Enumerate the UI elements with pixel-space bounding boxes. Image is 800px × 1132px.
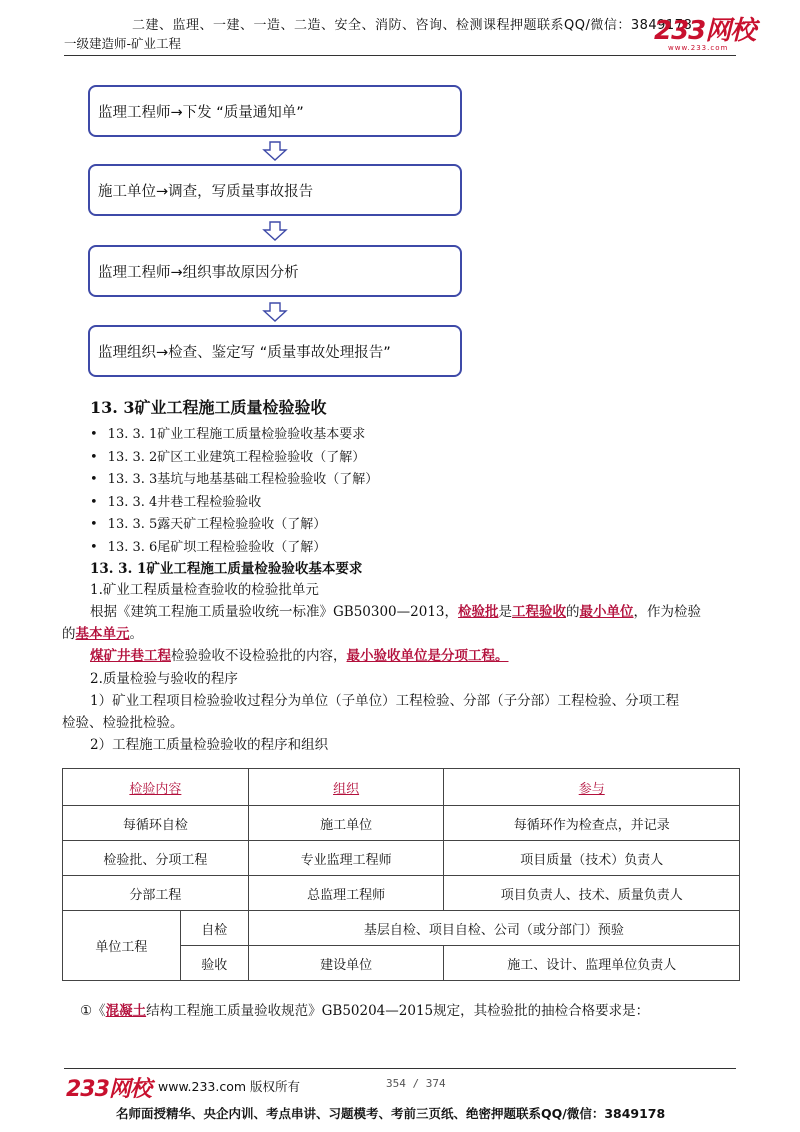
table-cell: 专业监理工程师	[248, 841, 444, 876]
page-number: 354 / 374	[386, 1077, 446, 1090]
text: 结构工程施工质量验收规范》GB50204—2015规定，其检验批的抽检合格要求是：	[146, 1003, 650, 1019]
table-cell: 每循环作为检查点，并记录	[444, 806, 740, 841]
paragraph	[90, 601, 701, 623]
list-item: • 13. 3. 1矿业工程施工质量检验验收基本要求	[90, 424, 378, 447]
down-arrow-icon	[262, 221, 288, 241]
table-row	[63, 806, 740, 841]
list-item: • 13. 3. 6尾矿坝工程检验验收（了解）	[90, 537, 378, 560]
table-header-cell: 参与	[444, 769, 740, 806]
highlight-term: 工程验收	[512, 604, 567, 620]
paragraph	[62, 623, 143, 645]
section-bullet-list	[90, 424, 378, 559]
text: 的	[566, 604, 580, 620]
text: 的	[62, 626, 76, 642]
paragraph: 2）工程施工质量检验验收的程序和组织	[90, 737, 329, 753]
list-item: • 13. 3. 2矿区工业建筑工程检验验收（了解）	[90, 447, 378, 470]
text: ①《	[80, 1003, 106, 1019]
table-header-cell: 检验内容	[63, 769, 249, 806]
header-logo	[654, 18, 764, 52]
header-contact-line: 二建、监理、一建、一造、二造、安全、消防、咨询、检测课程押题联系QQ/微信：3849178	[132, 18, 693, 33]
paragraph: 检验、检验批检验。	[62, 715, 184, 731]
table-cell: 项目质量（技术）负责人	[444, 841, 740, 876]
text: 根据《建筑工程施工质量验收统一标准》GB50300—2013，	[90, 604, 459, 620]
footer-copyright: www.233.com 版权所有	[158, 1079, 300, 1094]
table-cell: 施工单位	[248, 806, 444, 841]
table-cell: 建设单位	[248, 946, 444, 981]
footer-divider	[64, 1068, 736, 1069]
header-divider	[64, 55, 736, 56]
highlight-term: 最小验收单位是分项工程。	[346, 648, 509, 664]
flow-step-4: 监理组织→检查、鉴定写 “质量事故处理报告”	[88, 325, 462, 377]
table-cell: 自检	[180, 911, 248, 946]
highlight-term: 混凝土	[105, 1003, 147, 1019]
paragraph: 2.质量检验与验收的程序	[90, 671, 238, 687]
table-header-row	[63, 769, 740, 806]
table-header-cell: 组织	[248, 769, 444, 806]
highlight-term: 最小单位	[579, 604, 634, 620]
table-cell: 基层自检、项目自检、公司（或分部门）预验	[248, 911, 739, 946]
flow-step-2: 施工单位→调查，写质量事故报告	[88, 164, 462, 216]
text: ，作为检验	[633, 604, 702, 620]
section-title: 13. 3矿业工程施工质量检验验收	[90, 398, 327, 417]
table-cell: 每循环自检	[63, 806, 249, 841]
highlight-term: 检验批	[458, 604, 499, 620]
header-subject: 一级建造师-矿业工程	[64, 36, 182, 51]
text: 。	[129, 626, 143, 642]
table-row	[63, 841, 740, 876]
down-arrow-icon	[262, 141, 288, 161]
paragraph	[90, 645, 509, 667]
footer-contact-line: 名师面授精华、央企内训、考点串讲、习题模考、考前三页纸、绝密押题联系QQ/微信：3849178	[116, 1106, 666, 1121]
inspection-table	[62, 768, 740, 981]
table-cell: 总监理工程师	[248, 876, 444, 911]
subsection-title: 13. 3. 1矿业工程施工质量检验验收基本要求	[90, 561, 363, 577]
footer-logo: 233网校	[66, 1077, 151, 1102]
text: 检验验收不设检验批的内容，	[171, 648, 347, 664]
table-cell: 分部工程	[63, 876, 249, 911]
list-item: • 13. 3. 4井巷工程检验验收	[90, 492, 378, 515]
flow-step-1: 监理工程师→下发 “质量通知单”	[88, 85, 462, 137]
table-cell: 单位工程	[63, 911, 181, 981]
logo-url: www.233.com	[668, 44, 729, 52]
table-cell: 检验批、分项工程	[63, 841, 249, 876]
paragraph	[80, 999, 649, 1019]
table-row	[63, 911, 740, 946]
table-row	[63, 876, 740, 911]
highlight-term: 基本单元	[75, 626, 130, 642]
table-cell: 验收	[180, 946, 248, 981]
text: 是	[498, 604, 513, 620]
paragraph: 1.矿业工程质量检查验收的检验批单元	[90, 582, 319, 598]
down-arrow-icon	[262, 302, 288, 322]
table-cell: 项目负责人、技术、质量负责人	[444, 876, 740, 911]
list-item: • 13. 3. 3基坑与地基基础工程检验验收（了解）	[90, 469, 378, 492]
flow-step-3: 监理工程师→组织事故原因分析	[88, 245, 462, 297]
table-cell: 施工、设计、监理单位负责人	[444, 946, 740, 981]
logo-text: 233网校	[654, 16, 756, 46]
highlight-term: 煤矿井巷工程	[90, 648, 171, 664]
list-item: • 13. 3. 5露天矿工程检验验收（了解）	[90, 514, 378, 537]
paragraph: 1）矿业工程项目检验验收过程分为单位（子单位）工程检验、分部（子分部）工程检验、分项工程	[90, 693, 680, 709]
